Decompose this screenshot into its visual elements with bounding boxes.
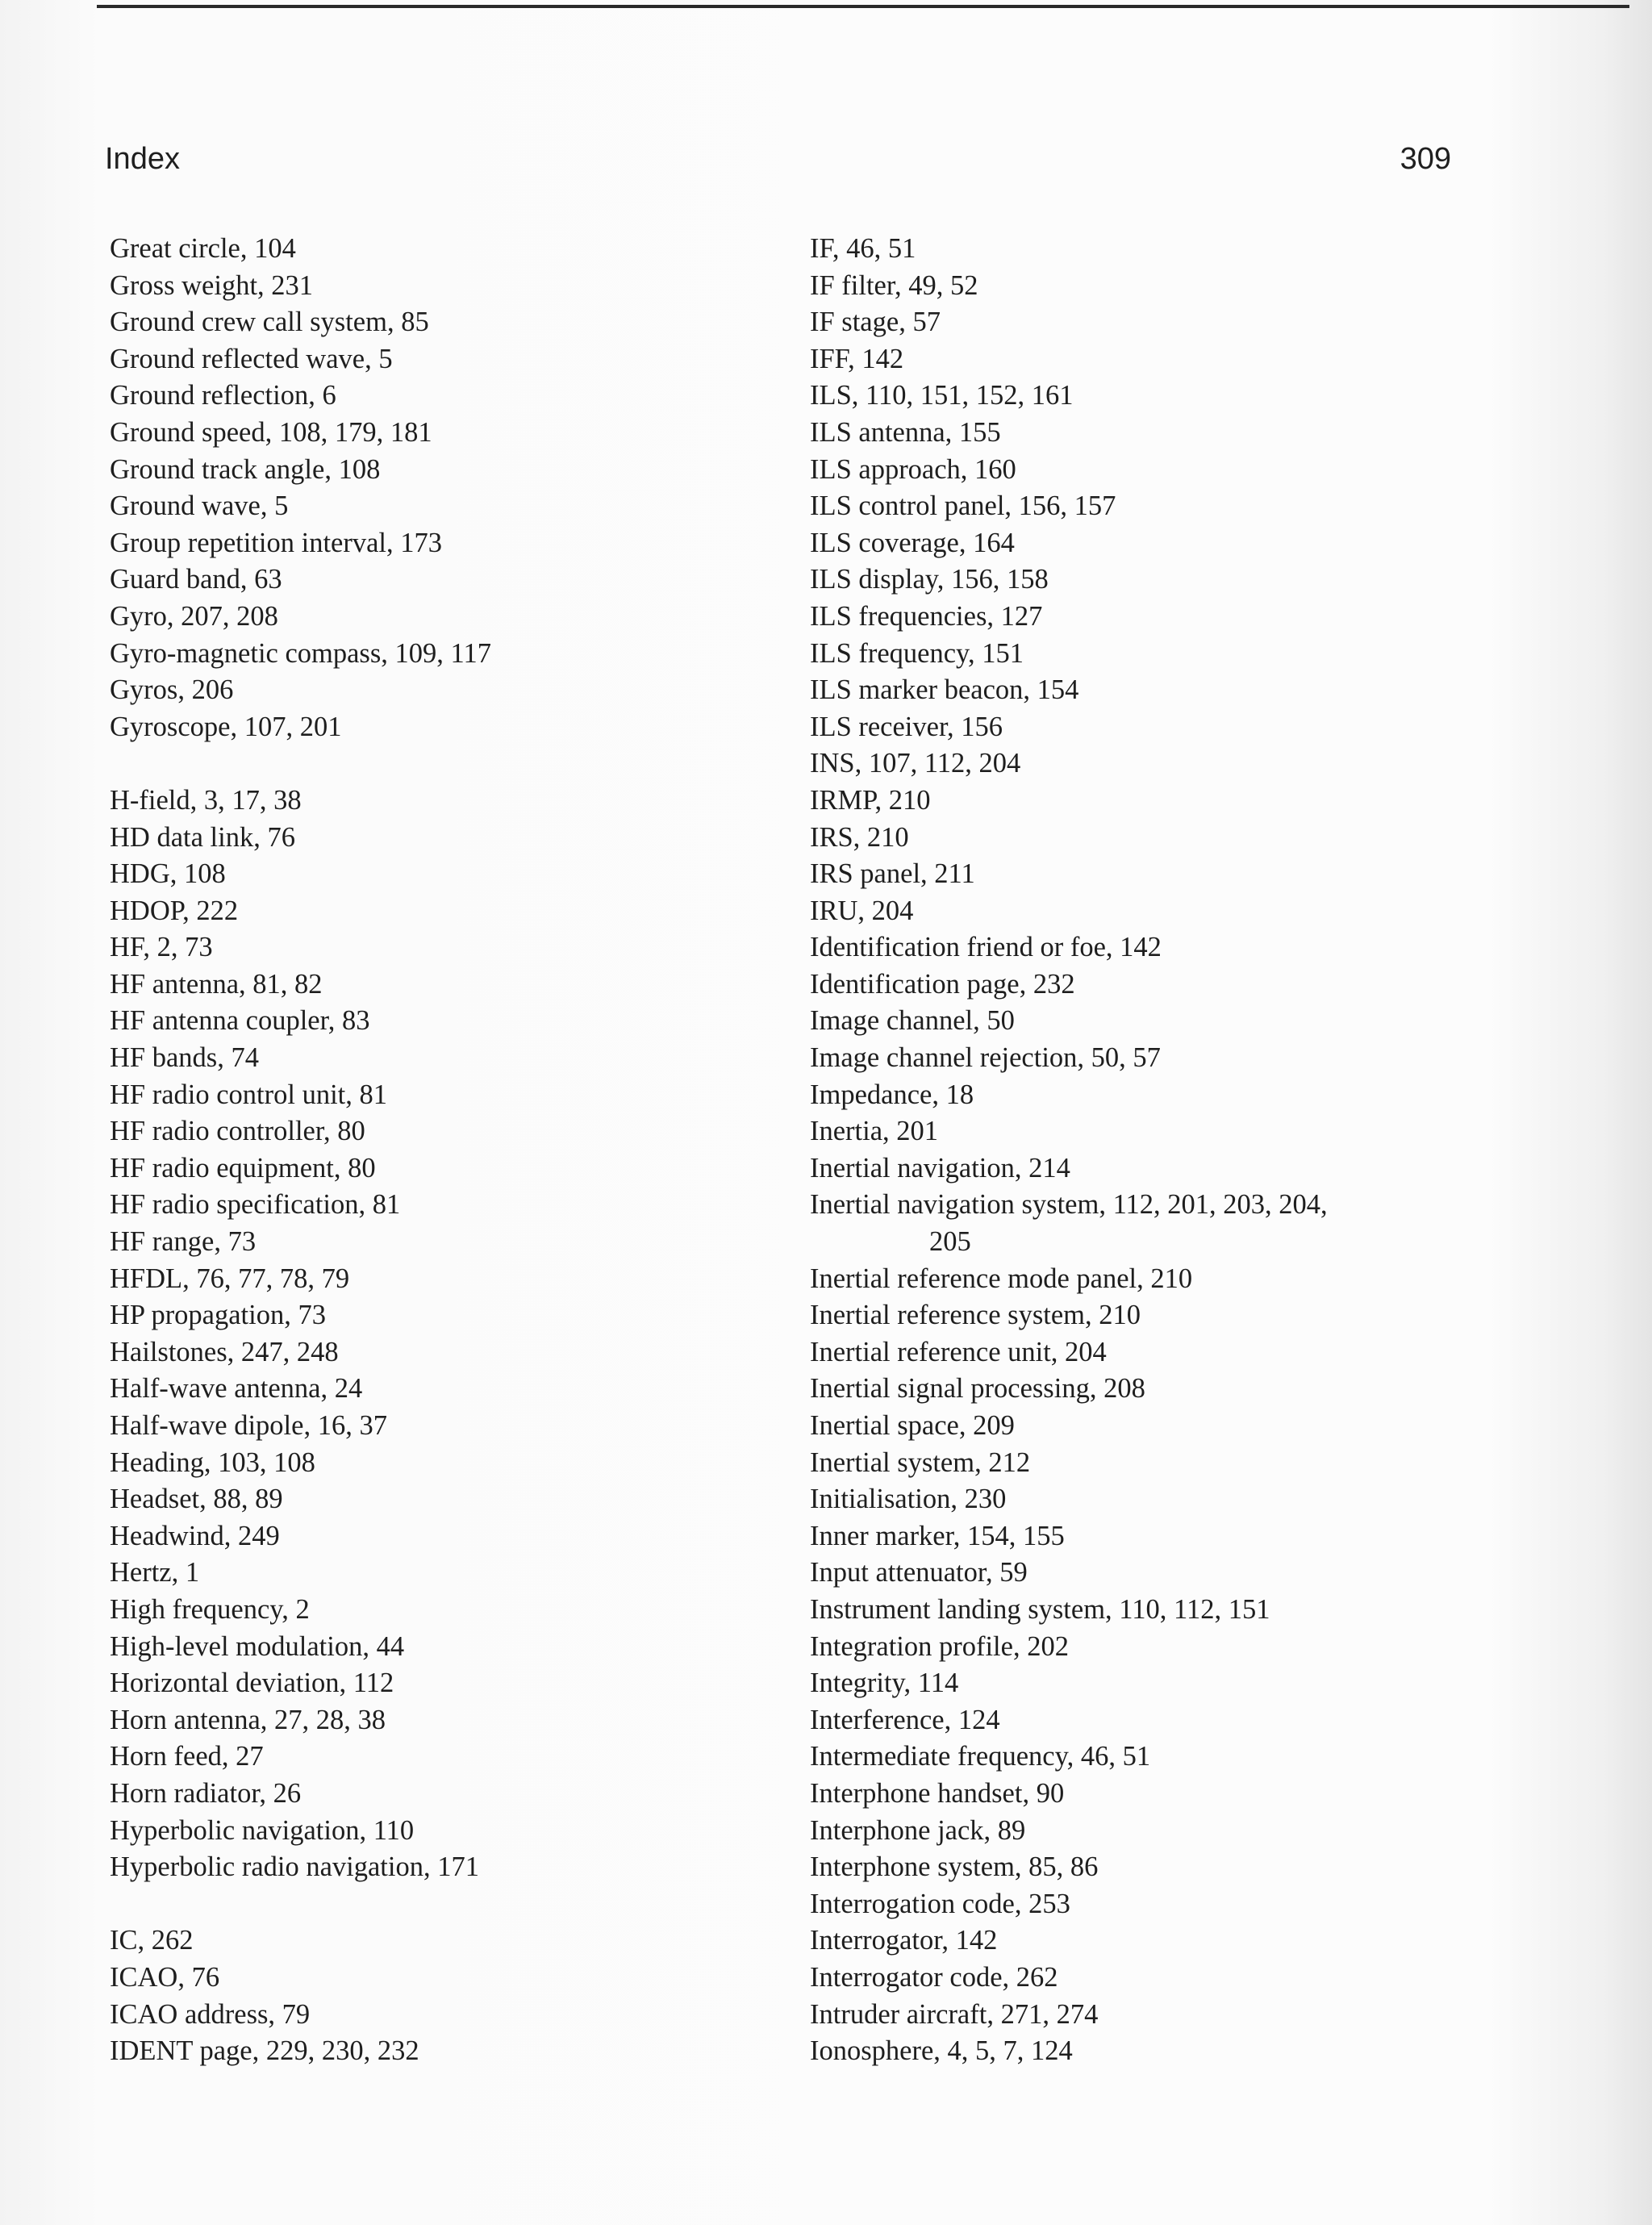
index-entry: IRMP, 210 xyxy=(810,784,931,816)
index-entry: Inertial reference mode panel, 210 xyxy=(810,1263,1193,1294)
index-entry: Ionosphere, 4, 5, 7, 124 xyxy=(810,2035,1073,2067)
index-entry: Great circle, 104 xyxy=(110,233,296,264)
index-entry: Ground track angle, 108 xyxy=(110,453,381,485)
index-entry: Inertial system, 212 xyxy=(810,1446,1031,1478)
index-entry: Interrogator, 142 xyxy=(810,1925,998,1956)
index-entry: HDG, 108 xyxy=(110,858,226,890)
index-entry: HP propagation, 73 xyxy=(110,1300,326,1331)
index-entry: Gyros, 206 xyxy=(110,674,234,706)
index-entry: IRU, 204 xyxy=(810,895,914,926)
index-entry: Horn radiator, 26 xyxy=(110,1777,302,1809)
index-entry: Inertial reference system, 210 xyxy=(810,1300,1141,1331)
index-entry: ICAO address, 79 xyxy=(110,1998,311,2030)
index-entry: ICAO, 76 xyxy=(110,1961,220,1993)
index-entry: IF filter, 49, 52 xyxy=(810,269,978,301)
index-entry: Initialisation, 230 xyxy=(810,1484,1007,1515)
index-entry: ILS display, 156, 158 xyxy=(810,564,1049,595)
index-entry: Horn antenna, 27, 28, 38 xyxy=(110,1704,386,1735)
index-entry: HF range, 73 xyxy=(110,1226,257,1258)
index-entry: Interrogator code, 262 xyxy=(810,1961,1058,1993)
index-entry: Inertial space, 209 xyxy=(810,1410,1015,1441)
index-entry: Hailstones, 247, 248 xyxy=(110,1336,339,1367)
index-entry: ILS, 110, 151, 152, 161 xyxy=(810,380,1074,411)
index-entry: Horizontal deviation, 112 xyxy=(110,1668,394,1699)
index-column-left xyxy=(110,231,771,2070)
page-number: 309 xyxy=(1400,142,1451,176)
index-entry: Hyperbolic navigation, 110 xyxy=(110,1814,415,1846)
index-entry: 205 xyxy=(929,1226,971,1258)
index-entry: HD data link, 76 xyxy=(110,821,295,853)
index-entry: Ground reflection, 6 xyxy=(110,380,336,411)
index-entry: Image channel rejection, 50, 57 xyxy=(810,1042,1161,1074)
index-entry: Interphone jack, 89 xyxy=(810,1814,1026,1846)
index-entry: IFF, 142 xyxy=(810,343,904,374)
index-entry: Intermediate frequency, 46, 51 xyxy=(810,1741,1151,1772)
index-entry: Gyro, 207, 208 xyxy=(110,600,278,632)
index-entry: IC, 262 xyxy=(110,1925,194,1956)
index-entry: HF radio control unit, 81 xyxy=(110,1079,388,1110)
index-entry: IRS, 210 xyxy=(810,821,909,853)
group-spacer xyxy=(110,1886,771,1923)
index-entry: Intruder aircraft, 271, 274 xyxy=(810,1998,1099,2030)
index-entry: Gyroscope, 107, 201 xyxy=(110,711,342,742)
index-entry: ILS frequency, 151 xyxy=(810,637,1024,669)
index-entry: HF radio controller, 80 xyxy=(110,1116,365,1147)
index-entry: IRS panel, 211 xyxy=(810,858,975,890)
index-entry: Impedance, 18 xyxy=(810,1079,974,1110)
index-entry: Headwind, 249 xyxy=(110,1520,280,1551)
index-entry: Horn feed, 27 xyxy=(110,1741,264,1772)
index-entry: HF antenna, 81, 82 xyxy=(110,968,323,1000)
index-entry: ILS frequencies, 127 xyxy=(810,600,1043,632)
index-entry: Inertial navigation system, 112, 201, 203, 204, xyxy=(810,1189,1328,1221)
index-entry: Inertial reference unit, 204 xyxy=(810,1336,1107,1367)
index-entry: Identification page, 232 xyxy=(810,968,1075,1000)
index-entry: INS, 107, 112, 204 xyxy=(810,748,1021,779)
running-head-section: Index xyxy=(105,142,180,176)
index-entry: Ground speed, 108, 179, 181 xyxy=(110,416,432,448)
index-column-right xyxy=(810,231,1439,2070)
index-entry: Gyro-magnetic compass, 109, 117 xyxy=(110,637,491,669)
index-entry: ILS receiver, 156 xyxy=(810,711,1003,742)
index-entry: HF antenna coupler, 83 xyxy=(110,1005,370,1037)
top-edge-rule xyxy=(97,5,1629,8)
index-entry: HFDL, 76, 77, 78, 79 xyxy=(110,1263,350,1294)
index-entry: Hertz, 1 xyxy=(110,1557,200,1588)
index-entry: Ground crew call system, 85 xyxy=(110,307,429,338)
group-spacer xyxy=(110,745,771,783)
index-entry: High frequency, 2 xyxy=(110,1593,310,1625)
index-entry: Inner marker, 154, 155 xyxy=(810,1520,1065,1551)
index-entry: HF bands, 74 xyxy=(110,1042,259,1074)
index-entry: HDOP, 222 xyxy=(110,895,239,926)
index-entry: High-level modulation, 44 xyxy=(110,1630,405,1662)
index-entry: Identification friend or foe, 142 xyxy=(810,932,1162,963)
index-entry: Ground reflected wave, 5 xyxy=(110,343,393,374)
index-entry: Interference, 124 xyxy=(810,1704,1000,1735)
index-entry: IF, 46, 51 xyxy=(810,233,916,264)
index-entry: ILS coverage, 164 xyxy=(810,527,1015,558)
index-entry: Gross weight, 231 xyxy=(110,269,314,301)
index-entry: ILS control panel, 156, 157 xyxy=(810,491,1116,522)
index-entry: Inertial navigation, 214 xyxy=(810,1152,1070,1183)
index-entry: Interrogation code, 253 xyxy=(810,1888,1070,1919)
index-entry: Instrument landing system, 110, 112, 151 xyxy=(810,1593,1270,1625)
index-entry: Image channel, 50 xyxy=(810,1005,1015,1037)
index-entry: Half-wave dipole, 16, 37 xyxy=(110,1410,387,1441)
index-entry: ILS approach, 160 xyxy=(810,453,1016,485)
index-entry: Heading, 103, 108 xyxy=(110,1446,315,1478)
index-entry: Interphone system, 85, 86 xyxy=(810,1851,1099,1883)
index-entry: HF radio equipment, 80 xyxy=(110,1152,376,1183)
index-entry: HF radio specification, 81 xyxy=(110,1189,401,1221)
index-entry: Integrity, 114 xyxy=(810,1668,959,1699)
index-entry: IDENT page, 229, 230, 232 xyxy=(110,2035,419,2067)
index-entry: Headset, 88, 89 xyxy=(110,1484,283,1515)
index-entry: Half-wave antenna, 24 xyxy=(110,1373,363,1405)
index-entry: Integration profile, 202 xyxy=(810,1630,1069,1662)
index-entry: HF, 2, 73 xyxy=(110,932,213,963)
index-entry: Hyperbolic radio navigation, 171 xyxy=(110,1851,479,1883)
index-entry: Inertia, 201 xyxy=(810,1116,939,1147)
index-entry: Inertial signal processing, 208 xyxy=(810,1373,1145,1405)
index-entry: ILS marker beacon, 154 xyxy=(810,674,1079,706)
index-entry: ILS antenna, 155 xyxy=(810,416,1001,448)
index-entry: Guard band, 63 xyxy=(110,564,282,595)
index-entry: Ground wave, 5 xyxy=(110,491,289,522)
index-entry: Group repetition interval, 173 xyxy=(110,527,442,558)
index-entry: Interphone handset, 90 xyxy=(810,1777,1065,1809)
index-entry: H-field, 3, 17, 38 xyxy=(110,784,302,816)
index-entry: IF stage, 57 xyxy=(810,307,941,338)
index-entry: Input attenuator, 59 xyxy=(810,1557,1028,1588)
